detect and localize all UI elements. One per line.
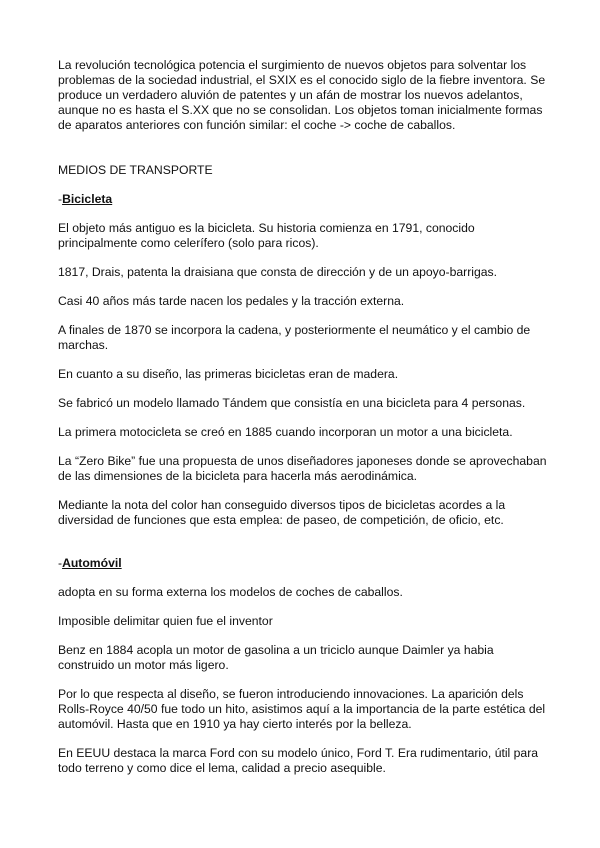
bicicleta-paragraph: La primera motocicleta se creó en 1885 cuando incorporan un motor a una bicicleta. [58,425,513,439]
automovil-paragraph: En EEUU destaca la marca Ford con su modelo único, Ford T. Era rudimentario, útil para todo terreno y como dice el lema, calidad a precio asequible. [58,746,539,775]
heading-automovil [58,556,548,571]
heading-automovil-label: Automóvil [62,556,122,570]
bicicleta-paragraph: Casi 40 años más tarde nacen los pedales y la tracción externa. [58,294,405,308]
heading-bicicleta-label: Bicicleta [62,192,113,206]
bicicleta-paragraph: La “Zero Bike” fue una propuesta de unos diseñadores japoneses donde se aprovechaban de las dimensiones de la bicicleta para hacerla más aerodinámica. [58,454,547,483]
bicicleta-paragraph: 1817, Drais, patenta la draisiana que consta de dirección y de un apoyo-barrigas. [58,265,498,279]
heading-dash: - [58,556,63,570]
bicicleta-paragraph: En cuanto a su diseño, las primeras bicicletas eran de madera. [58,367,399,381]
section-title: MEDIOS DE TRANSPORTE [58,163,213,177]
heading-dash: - [58,192,63,206]
automovil-paragraph: Por lo que respecta al diseño, se fueron introduciendo innovaciones. La aparición dels Rolls-Royce 40/50 fue todo un hito, asistimos aquí a la importancia de la parte estética del automóvil. Hasta que en 1910 ya hay cierto interés por la belleza. [58,687,546,731]
bicicleta-paragraph: Se fabricó un modelo llamado Tándem que consistía en una bicicleta para 4 personas. [58,396,526,410]
bicicleta-paragraph: El objeto más antiguo es la bicicleta. Su historia comienza en 1791, conocido principalmente como celerífero (solo para ricos). [58,221,475,250]
bicicleta-paragraph: Mediante la nota del color han conseguido diversos tipos de bicicletas acordes a la diversidad de funciones que esta emplea: de paseo, de competición, de oficio, etc. [58,498,506,527]
automovil-paragraph: adopta en su forma externa los modelos de coches de caballos. [58,585,403,599]
automovil-paragraph: Imposible delimitar quien fue el inventor [58,614,273,628]
heading-bicicleta [58,192,548,207]
document-page [58,58,548,790]
bicicleta-paragraph: A finales de 1870 se incorpora la cadena, y posteriormente el neumático y el cambio de marchas. [58,323,531,352]
intro-paragraph: La revolución tecnológica potencia el surgimiento de nuevos objetos para solventar los problemas de la sociedad industrial, el SXIX es el conocido siglo de la fiebre inventora. Se produce un verdadero aluvión de patentes y un afán de mostrar los nuevos adelantos, aunque no es hasta el S.XX que no se consolidan. Los objetos toman inicialmente formas de aparatos anteriores con función similar: el coche -> coche de caballos. [58,58,546,132]
automovil-paragraph: Benz en 1884 acopla un motor de gasolina a un triciclo aunque Daimler ya habia construido un motor más ligero. [58,643,494,672]
